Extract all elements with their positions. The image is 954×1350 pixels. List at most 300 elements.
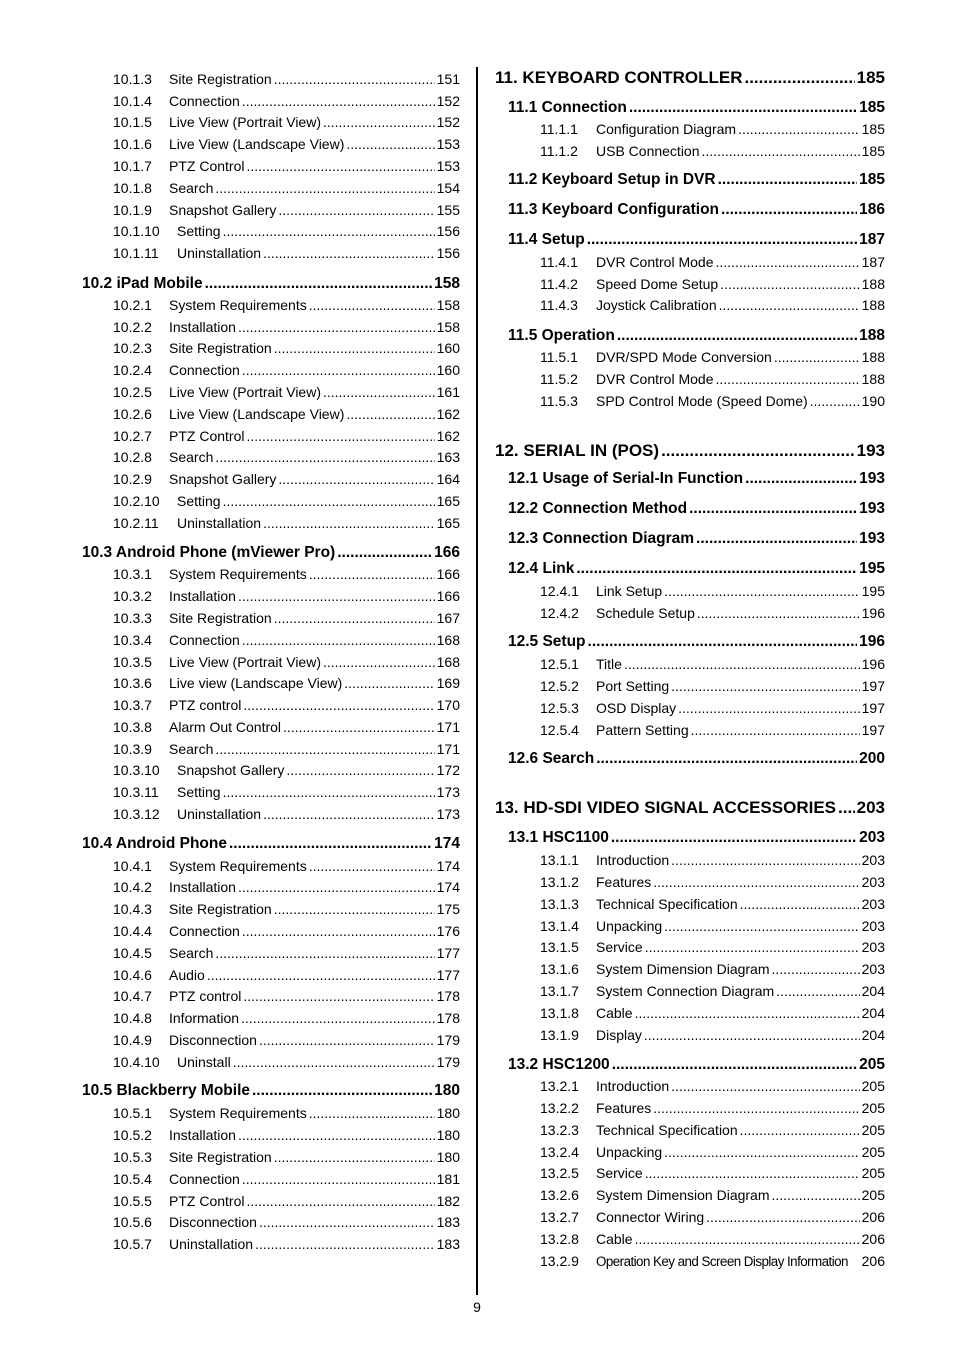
toc-entry-page: 166 [434, 544, 460, 561]
toc-entry-number: 10.2.5 [113, 384, 152, 400]
dot-leader [644, 1025, 860, 1045]
toc-entry-10-1-8[interactable] [82, 178, 460, 198]
toc-entry-13-1-4[interactable] [495, 916, 885, 936]
toc-entry-title: Live View (Landscape View) [169, 136, 345, 152]
toc-entry-title: Setting [177, 493, 221, 509]
toc-entry-10-4-3[interactable] [82, 899, 460, 919]
toc-entry-title: 13.1 HSC1100 [508, 829, 609, 846]
toc-entry-title: Information [169, 1010, 240, 1026]
toc-entry-title: Uninstallation [169, 1236, 254, 1252]
toc-entry-page: 153 [436, 158, 460, 174]
dot-leader [810, 391, 860, 411]
toc-entry-10-2-6[interactable] [82, 404, 460, 424]
toc-entry-10-3-12[interactable] [82, 804, 460, 824]
toc-entry-title: DVR Control Mode [596, 371, 714, 387]
toc-entry-10-3-6[interactable] [82, 673, 460, 693]
toc-entry-page: 178 [436, 988, 460, 1004]
toc-entry-page: 156 [436, 245, 460, 261]
toc-entry-title: Search [169, 741, 214, 757]
toc-entry-13-2-9[interactable] [495, 1251, 885, 1271]
dot-leader [738, 119, 860, 139]
toc-entry-13-2-7[interactable] [495, 1207, 885, 1227]
toc-entry-number: 13.2.3 [540, 1122, 579, 1138]
toc-entry-13-1-hsc1100[interactable] [495, 827, 885, 849]
toc-entry-title: System Requirements [169, 297, 307, 313]
dot-leader [252, 1080, 432, 1102]
toc-entry-title: PTZ control [169, 988, 242, 1004]
toc-entry-title: Live View (Portrait View) [169, 114, 321, 130]
column-divider [476, 67, 478, 1295]
toc-entry-10-4-5[interactable] [82, 943, 460, 963]
dot-leader [635, 1229, 860, 1249]
toc-entry-10-3-9[interactable] [82, 739, 460, 759]
dot-leader [740, 894, 860, 914]
toc-entry-page: 162 [436, 406, 460, 422]
toc-entry-title: Unpacking [596, 1144, 663, 1160]
toc-entry-page: 160 [436, 362, 460, 378]
toc-entry-page: 180 [434, 1082, 460, 1099]
toc-entry-10-2-8[interactable] [82, 447, 460, 467]
dot-leader [653, 872, 859, 892]
toc-entry-page: 193 [859, 530, 885, 547]
toc-entry-10-4-8[interactable] [82, 1008, 460, 1028]
toc-entry-page: 166 [436, 566, 460, 582]
toc-entry-10-4-android-phone[interactable] [82, 833, 460, 855]
toc-entry-page: 187 [861, 254, 885, 270]
toc-entry-number: 10.1.6 [113, 136, 152, 152]
toc-entry-title: Live view (Landscape View) [169, 675, 343, 691]
toc-entry-10-1-9[interactable] [82, 200, 460, 220]
toc-entry-title: Snapshot Gallery [177, 762, 285, 778]
toc-entry-12-6-search[interactable] [495, 748, 885, 770]
toc-entry-page: 197 [861, 700, 885, 716]
dot-leader [596, 748, 857, 770]
toc-entry-number: 10.2.1 [113, 297, 152, 313]
toc-entry-page: 203 [856, 798, 885, 817]
toc-entry-page: 195 [861, 583, 885, 599]
toc-entry-title: Disconnection [169, 1032, 257, 1048]
toc-entry-12-4-1[interactable] [495, 581, 885, 601]
toc-entry-title: Joystick Calibration [596, 297, 717, 313]
dot-leader [635, 1003, 860, 1023]
toc-entry-number: 10.1.4 [113, 93, 152, 109]
toc-entry-10-5-7[interactable] [82, 1234, 460, 1254]
toc-entry-10-1-3[interactable] [82, 69, 460, 89]
toc-entry-10-2-11[interactable] [82, 513, 460, 533]
toc-entry-title: Snapshot Gallery [169, 471, 277, 487]
toc-entry-10-1-4[interactable] [82, 91, 460, 111]
toc-entry-13-1-3[interactable] [495, 894, 885, 914]
toc-entry-12-serial-in-pos[interactable] [495, 439, 885, 463]
dot-leader [772, 1185, 860, 1205]
dot-leader [719, 295, 860, 315]
toc-entry-10-1-6[interactable] [82, 134, 460, 154]
toc-entry-number: 12.5.1 [540, 656, 579, 672]
toc-entry-page: 187 [859, 231, 885, 248]
dot-leader [720, 274, 859, 294]
toc-entry-10-5-5[interactable] [82, 1191, 460, 1211]
dot-leader [242, 921, 435, 941]
toc-entry-title: 12.6 Search [508, 750, 595, 767]
toc-entry-page: 155 [436, 202, 460, 218]
toc-entry-11-keyboard-controller[interactable] [495, 66, 885, 90]
toc-entry-12-5-3[interactable] [495, 698, 885, 718]
dot-leader [215, 178, 434, 198]
toc-entry-title: System Requirements [169, 566, 307, 582]
toc-entry-page: 195 [859, 560, 885, 577]
toc-entry-13-2-5[interactable] [495, 1163, 885, 1183]
toc-entry-13-1-6[interactable] [495, 959, 885, 979]
toc-entry-page: 179 [436, 1054, 460, 1070]
toc-entry-13-2-4[interactable] [495, 1142, 885, 1162]
toc-entry-page: 177 [436, 945, 460, 961]
toc-entry-title: Uninstall [177, 1054, 231, 1070]
toc-entry-11-5-operation[interactable] [495, 325, 885, 347]
toc-entry-page: 171 [436, 741, 460, 757]
dot-leader [744, 66, 854, 90]
toc-entry-number: 10.4.1 [113, 858, 152, 874]
toc-entry-11-5-3[interactable] [495, 391, 885, 411]
dot-leader [629, 97, 857, 119]
toc-entry-title: System Requirements [169, 1105, 307, 1121]
dot-leader [309, 564, 435, 584]
toc-entry-number: 10.4.3 [113, 901, 152, 917]
toc-entry-11-1-connection[interactable] [495, 97, 885, 119]
toc-entry-title: Introduction [596, 852, 670, 868]
toc-entry-10-4-10[interactable] [82, 1052, 460, 1072]
toc-entry-number: 10.5.5 [113, 1193, 152, 1209]
dot-leader [259, 1212, 435, 1232]
toc-entry-page: 200 [859, 750, 885, 767]
dot-leader [645, 937, 860, 957]
toc-entry-10-5-4[interactable] [82, 1169, 460, 1189]
toc-entry-title: OSD Display [596, 700, 677, 716]
toc-entry-page: 204 [861, 1005, 885, 1021]
toc-entry-13-1-7[interactable] [495, 981, 885, 1001]
toc-entry-page: 169 [436, 675, 460, 691]
dot-leader [238, 586, 435, 606]
toc-entry-11-1-1[interactable] [495, 119, 885, 139]
toc-entry-number: 10.3.9 [113, 741, 152, 757]
toc-entry-10-4-2[interactable] [82, 877, 460, 897]
dot-leader [697, 603, 860, 623]
toc-entry-10-3-1[interactable] [82, 564, 460, 584]
toc-entry-page: 168 [436, 632, 460, 648]
toc-entry-10-4-6[interactable] [82, 965, 460, 985]
toc-entry-number: 13.2.8 [540, 1231, 579, 1247]
dot-leader [223, 221, 435, 241]
toc-entry-10-4-9[interactable] [82, 1030, 460, 1050]
dot-leader [207, 965, 435, 985]
toc-entry-10-2-4[interactable] [82, 360, 460, 380]
toc-entry-13-2-8[interactable] [495, 1229, 885, 1249]
dot-leader [283, 717, 435, 737]
dot-leader [309, 295, 435, 315]
dot-leader [259, 1030, 435, 1050]
toc-entry-10-2-ipad-mobile[interactable] [82, 273, 460, 295]
toc-entry-title: 11. KEYBOARD CONTROLLER [495, 68, 743, 87]
toc-entry-10-4-7[interactable] [82, 986, 460, 1006]
toc-entry-12-4-2[interactable] [495, 603, 885, 623]
toc-entry-10-3-android-phone-mviewer-pro[interactable] [82, 542, 460, 564]
toc-entry-page: 185 [861, 121, 885, 137]
dot-leader [241, 1008, 435, 1028]
toc-entry-page: 206 [861, 1253, 885, 1269]
dot-leader [838, 796, 855, 820]
toc-entry-13-1-2[interactable] [495, 872, 885, 892]
toc-entry-page: 204 [861, 1027, 885, 1043]
toc-entry-page: 162 [436, 428, 460, 444]
toc-entry-number: 10.3.1 [113, 566, 152, 582]
dot-leader [588, 631, 858, 653]
dot-leader [242, 1169, 435, 1189]
toc-entry-page: 181 [436, 1171, 460, 1187]
toc-entry-title: Schedule Setup [596, 605, 695, 621]
toc-entry-13-2-1[interactable] [495, 1076, 885, 1096]
toc-entry-10-2-1[interactable] [82, 295, 460, 315]
toc-entry-10-1-11[interactable] [82, 243, 460, 263]
toc-entry-10-3-5[interactable] [82, 652, 460, 672]
toc-entry-page: 206 [861, 1209, 885, 1225]
toc-entry-10-2-9[interactable] [82, 469, 460, 489]
toc-entry-number: 10.1.9 [113, 202, 152, 218]
toc-entry-number: 10.2.9 [113, 471, 152, 487]
toc-entry-10-5-1[interactable] [82, 1103, 460, 1123]
toc-entry-title: 10.2 iPad Mobile [82, 275, 203, 292]
toc-entry-number: 10.3.10 [113, 762, 160, 778]
toc-entry-title: Setting [177, 784, 221, 800]
toc-entry-title: Service [596, 939, 643, 955]
toc-entry-number: 10.5.7 [113, 1236, 152, 1252]
toc-entry-number: 13.2.1 [540, 1078, 579, 1094]
dot-leader [696, 528, 857, 550]
toc-entry-10-5-6[interactable] [82, 1212, 460, 1232]
toc-entry-page: 158 [434, 275, 460, 292]
toc-entry-page: 177 [436, 967, 460, 983]
toc-entry-page: 204 [861, 983, 885, 999]
toc-entry-10-2-7[interactable] [82, 426, 460, 446]
toc-entry-title: Pattern Setting [596, 722, 689, 738]
toc-entry-number: 10.5.6 [113, 1214, 152, 1230]
dot-leader [246, 426, 434, 446]
toc-entry-number: 11.4.3 [540, 297, 578, 313]
toc-entry-page: 205 [861, 1100, 885, 1116]
toc-entry-number: 11.1.1 [540, 121, 578, 137]
toc-entry-number: 10.3.6 [113, 675, 152, 691]
toc-entry-page: 170 [436, 697, 460, 713]
toc-entry-number: 10.4.10 [113, 1054, 160, 1070]
toc-entry-10-3-7[interactable] [82, 695, 460, 715]
toc-entry-10-3-8[interactable] [82, 717, 460, 737]
toc-entry-10-2-5[interactable] [82, 382, 460, 402]
toc-entry-13-2-hsc1200[interactable] [495, 1054, 885, 1076]
dot-leader [653, 1098, 859, 1118]
dot-leader [274, 69, 435, 89]
toc-entry-title: 11.5 Operation [508, 327, 615, 344]
toc-entry-title: Installation [169, 879, 236, 895]
page-number: 9 [473, 1299, 481, 1315]
toc-entry-11-4-2[interactable] [495, 274, 885, 294]
toc-entry-12-5-1[interactable] [495, 654, 885, 674]
toc-entry-page: 203 [861, 896, 885, 912]
toc-entry-12-1-usage-of-serial-in-function[interactable] [495, 468, 885, 490]
dot-leader [229, 833, 432, 855]
toc-entry-number: 10.3.7 [113, 697, 152, 713]
toc-entry-11-3-keyboard-configuration[interactable] [495, 199, 885, 221]
toc-entry-page: 153 [436, 136, 460, 152]
toc-entry-page: 180 [436, 1149, 460, 1165]
toc-entry-10-5-blackberry-mobile[interactable] [82, 1080, 460, 1102]
dot-leader [645, 1163, 860, 1183]
toc-entry-number: 10.2.10 [113, 493, 160, 509]
toc-entry-10-2-10[interactable] [82, 491, 460, 511]
toc-entry-title: Installation [169, 1127, 236, 1143]
toc-entry-title: 12.1 Usage of Serial-In Function [508, 470, 744, 487]
toc-entry-11-1-2[interactable] [495, 141, 885, 161]
toc-entry-12-5-4[interactable] [495, 720, 885, 740]
toc-entry-title: Uninstallation [177, 806, 262, 822]
dot-leader [702, 141, 860, 161]
toc-entry-12-5-2[interactable] [495, 676, 885, 696]
toc-entry-title: Setting [177, 223, 221, 239]
dot-leader [246, 1191, 434, 1211]
toc-entry-title: Unpacking [596, 918, 663, 934]
toc-entry-number: 13.2.2 [540, 1100, 579, 1116]
toc-entry-13-1-1[interactable] [495, 850, 885, 870]
toc-entry-title: Site Registration [169, 340, 272, 356]
toc-entry-title: System Connection Diagram [596, 983, 775, 999]
toc-entry-10-2-2[interactable] [82, 317, 460, 337]
toc-entry-page: 172 [436, 762, 460, 778]
dot-leader [215, 447, 434, 467]
toc-entry-title: Site Registration [169, 71, 272, 87]
toc-entry-11-2-keyboard-setup-in-dvr[interactable] [495, 169, 885, 191]
toc-entry-11-4-1[interactable] [495, 252, 885, 272]
dot-leader [263, 804, 435, 824]
toc-entry-page: 188 [859, 327, 885, 344]
toc-entry-title: Disconnection [169, 1214, 257, 1230]
toc-entry-number: 10.5.1 [113, 1105, 152, 1121]
toc-entry-11-5-1[interactable] [495, 347, 885, 367]
toc-entry-number: 10.2.8 [113, 449, 152, 465]
toc-entry-page: 186 [859, 201, 885, 218]
toc-entry-title: Service [596, 1165, 643, 1181]
dot-leader [274, 899, 435, 919]
toc-entry-number: 10.4.2 [113, 879, 152, 895]
toc-entry-page: 178 [436, 1010, 460, 1026]
toc-entry-number: 10.3.4 [113, 632, 152, 648]
toc-entry-page: 176 [436, 923, 460, 939]
toc-entry-12-5-setup[interactable] [495, 631, 885, 653]
toc-entry-page: 205 [861, 1165, 885, 1181]
dot-leader [286, 760, 434, 780]
dot-leader [689, 498, 857, 520]
toc-entry-page: 203 [861, 874, 885, 890]
toc-entry-number: 10.3.8 [113, 719, 152, 735]
toc-entry-page: 203 [859, 829, 885, 846]
toc-entry-page: 193 [856, 441, 885, 460]
toc-entry-12-4-link[interactable] [495, 558, 885, 580]
dot-leader [215, 943, 434, 963]
toc-entry-title: Title [596, 656, 622, 672]
toc-entry-number: 10.1.3 [113, 71, 152, 87]
toc-entry-number: 13.1.5 [540, 939, 579, 955]
toc-entry-number: 10.1.5 [113, 114, 152, 130]
toc-entry-10-5-2[interactable] [82, 1125, 460, 1145]
toc-entry-13-1-9[interactable] [495, 1025, 885, 1045]
toc-entry-10-3-2[interactable] [82, 586, 460, 606]
toc-entry-number: 10.4.4 [113, 923, 152, 939]
toc-entry-10-3-3[interactable] [82, 608, 460, 628]
toc-entry-11-4-3[interactable] [495, 295, 885, 315]
toc-entry-title: 12.4 Link [508, 560, 575, 577]
toc-entry-title: Port Setting [596, 678, 670, 694]
toc-entry-10-2-3[interactable] [82, 338, 460, 358]
dot-leader [664, 1142, 859, 1162]
toc-entry-13-1-8[interactable] [495, 1003, 885, 1023]
toc-entry-page: 166 [436, 588, 460, 604]
toc-entry-10-4-4[interactable] [82, 921, 460, 941]
toc-entry-number: 10.3.12 [113, 806, 160, 822]
toc-entry-10-1-10[interactable] [82, 221, 460, 241]
toc-entry-10-1-7[interactable] [82, 156, 460, 176]
toc-entry-10-3-4[interactable] [82, 630, 460, 650]
dot-leader [215, 739, 434, 759]
toc-entry-13-hd-sdi-video-signal-accessories[interactable] [495, 796, 885, 820]
toc-entry-12-2-connection-method[interactable] [495, 498, 885, 520]
toc-entry-10-4-1[interactable] [82, 856, 460, 876]
toc-entry-13-2-2[interactable] [495, 1098, 885, 1118]
toc-entry-number: 10.5.2 [113, 1127, 152, 1143]
toc-entry-title: Features [596, 874, 652, 890]
toc-entry-title: Alarm Out Control [169, 719, 282, 735]
toc-entry-page: 175 [436, 901, 460, 917]
toc-entry-11-4-setup[interactable] [495, 229, 885, 251]
toc-entry-11-5-2[interactable] [495, 369, 885, 389]
dot-leader [309, 856, 435, 876]
toc-entry-10-5-3[interactable] [82, 1147, 460, 1167]
dot-leader [611, 827, 857, 849]
toc-entry-number: 12.4.1 [540, 583, 579, 599]
toc-entry-page: 163 [436, 449, 460, 465]
toc-entry-13-2-6[interactable] [495, 1185, 885, 1205]
toc-entry-page: 168 [436, 654, 460, 670]
toc-entry-page: 196 [859, 633, 885, 650]
toc-entry-number: 10.3.2 [113, 588, 152, 604]
toc-entry-number: 13.1.4 [540, 918, 579, 934]
toc-entry-13-2-3[interactable] [495, 1120, 885, 1140]
dot-leader [238, 317, 435, 337]
toc-entry-number: 13.2.6 [540, 1187, 579, 1203]
toc-entry-13-1-5[interactable] [495, 937, 885, 957]
toc-entry-page: 154 [436, 180, 460, 196]
dot-leader [745, 468, 857, 490]
dot-leader [274, 1147, 435, 1167]
toc-entry-page: 197 [861, 678, 885, 694]
toc-entry-10-3-11[interactable] [82, 782, 460, 802]
dot-leader [337, 542, 432, 564]
dot-leader [346, 134, 434, 154]
toc-entry-number: 10.4.8 [113, 1010, 152, 1026]
toc-entry-title: Technical Specification [596, 896, 738, 912]
dot-leader [238, 1125, 435, 1145]
toc-entry-10-3-10[interactable] [82, 760, 460, 780]
dot-leader [263, 513, 435, 533]
toc-entry-12-3-connection-diagram[interactable] [495, 528, 885, 550]
toc-entry-title: Connection [169, 1171, 240, 1187]
toc-entry-10-1-5[interactable] [82, 112, 460, 132]
toc-entry-number: 10.2.7 [113, 428, 152, 444]
